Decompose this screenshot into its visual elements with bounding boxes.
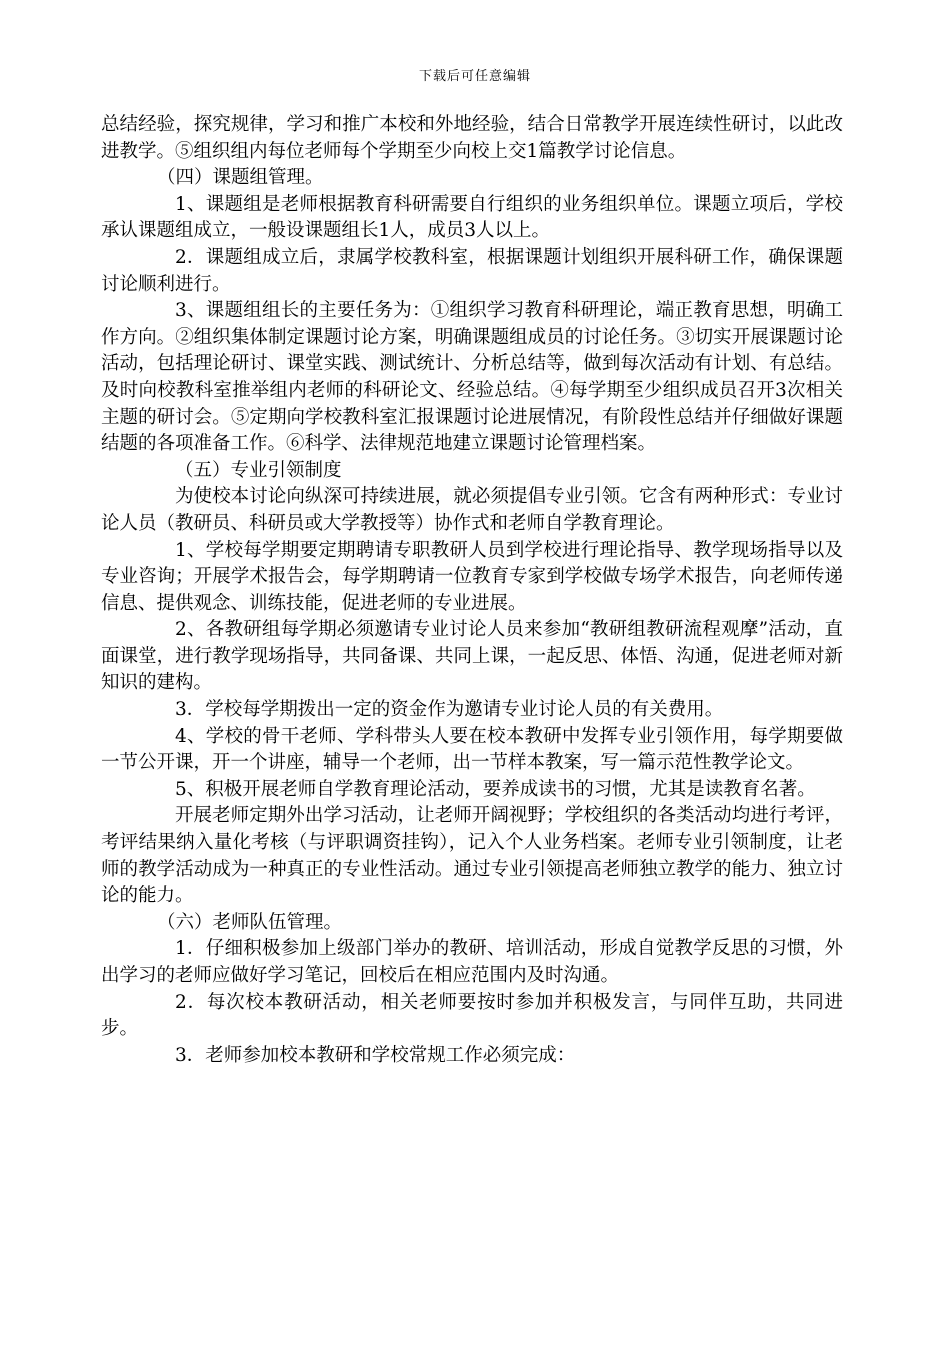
paragraph: 1、学校每学期要定期聘请专职教研人员到学校进行理论指导、教学现场指导以及专业咨询；开展学术报告会，每学期聘请一位教育专家到学校做专场学术报告，向老师传递信息、提供观念、训练技能，促进老师的专业进展。 (101, 539, 843, 614)
paragraph: 5、积极开展老师自学教育理论活动，要养成读书的习惯，尤其是读教育名著。 (175, 778, 816, 800)
paragraph: 3、课题组组长的主要任务为：①组织学习教育科研理论，端正教育思想，明确工作方向。②组织集体制定课题讨论方案，明确课题组成员的讨论任务。③切实开展课题讨论活动，包括理论研讨、课堂实践、测试统计、分析总结等，做到每次活动有计划、有总结。及时向校教科室推举组内老师的科研论文、经验总结。④每学期至少组织成员召开3次相关主题的研讨会。⑤定期向学校教科室汇报课题讨论进展情况，有阶段性总结并仔细做好课题结题的各项准备工作。⑥科学、法律规范地建立课题讨论管理档案。 (101, 300, 843, 455)
paragraph-continuation: 总结经验，探究规律，学习和推广本校和外地经验，结合日常教学开展连续性研讨，以此改进教学。⑤组织组内每位老师每个学期至少向校上交1篇教学讨论信息。 (101, 114, 843, 162)
paragraph: 1．仔细积极参加上级部门举办的教研、培训活动，形成自觉教学反思的习惯，外出学习的老师应做好学习笔记，回校后在相应范围内及时沟通。 (101, 938, 843, 986)
paragraph: 2．课题组成立后，隶属学校教科室，根据课题计划组织开展科研工作，确保课题讨论顺利进行。 (101, 246, 843, 295)
paragraph: 3．学校每学期拨出一定的资金作为邀请专业讨论人员的有关费用。 (175, 699, 724, 721)
paragraph: 开展老师定期外出学习活动，让老师开阔视野；学校组织的各类活动均进行考评，考评结果纳入量化考核（与评职调资挂钩），记入个人业务档案。老师专业引领制度，让老师的教学活动成为一种真正的专业性活动。通过专业引领提高老师独立教学的能力、独立讨论的能力。 (101, 805, 843, 907)
paragraph: 4、学校的骨干老师、学科带头人要在校本教研中发挥专业引领作用，每学期要做一节公开课，开一个讲座，辅导一个老师，出一节样本教案，写一篇示范性教学论文。 (101, 725, 843, 774)
paragraph: 2．每次校本教研活动，相关老师要按时参加并积极发言，与同伴互助，共同进步。 (101, 991, 843, 1040)
document-body (101, 112, 843, 1069)
paragraph: 2、各教研组每学期必须邀请专业讨论人员来参加“教研组教研流程观摩”活动，直面课堂，进行教学现场指导，共同备课、共同上课，一起反思、体悟、沟通，促进老师对新知识的建构。 (101, 619, 843, 694)
paragraph: 3．老师参加校本教研和学校常规工作必须完成： (175, 1044, 576, 1066)
paragraph: 为使校本讨论向纵深可持续进展，就必须提倡专业引领。它含有两种形式：专业讨论人员（教研员、科研员或大学教授等）协作式和老师自学教育理论。 (101, 486, 843, 534)
paragraph: 1、课题组是老师根据教育科研需要自行组织的业务组织单位。课题立项后，学校承认课题组成立，一般设课题组长1人，成员3人以上。 (101, 193, 843, 242)
page-header: 下载后可任意编辑 (418, 69, 531, 84)
section-heading-4: （四）课题组管理。 (157, 167, 324, 189)
section-heading-6: （六）老师队伍管理。 (157, 911, 343, 933)
section-heading-5: （五）专业引领制度 (175, 459, 342, 481)
